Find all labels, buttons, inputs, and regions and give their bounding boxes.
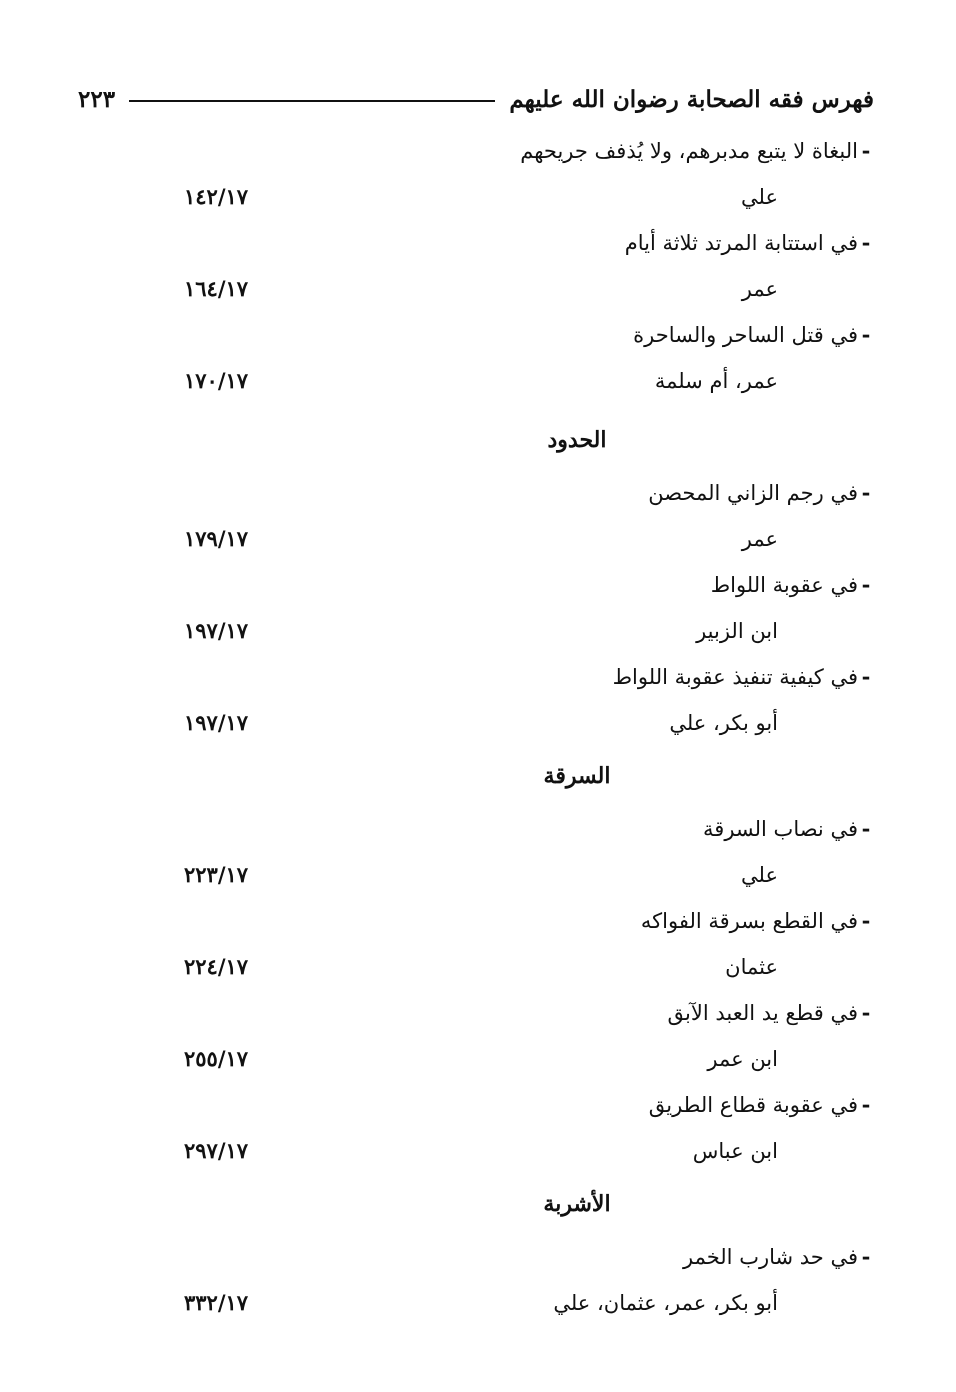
index-entry <box>184 266 874 312</box>
dot-leader <box>288 1036 689 1082</box>
companion-names: أبو بكر، عمر، عثمان، علي <box>553 1291 778 1315</box>
topic-dash: - <box>861 1092 871 1117</box>
section-heading: الأشربة <box>543 1191 611 1217</box>
topic-dash: - <box>861 908 871 933</box>
topic-heading <box>184 470 874 516</box>
companion-names: عثمان <box>725 955 778 979</box>
page-reference: ١٧٠/١٧ <box>184 368 249 393</box>
index-entry <box>184 1128 874 1174</box>
page-reference: ٢٢٤/١٧ <box>184 954 249 979</box>
header-title: فهرس فقه الصحابة رضوان الله عليهم <box>509 85 874 113</box>
topic-dash: - <box>861 664 871 689</box>
topic-title: في نصاب السرقة <box>703 817 858 841</box>
topic-title: في قطع يد العبد الآبق <box>667 1001 858 1025</box>
index-entry <box>184 174 874 220</box>
page-reference: ٢٥٥/١٧ <box>184 1046 249 1071</box>
dot-leader <box>288 1128 675 1174</box>
page-reference: ١٩٧/١٧ <box>184 618 249 643</box>
topic-title: في استتابة المرتد ثلاثة أيام <box>624 231 858 255</box>
topic-dash: - <box>861 1000 871 1025</box>
dot-leader <box>288 174 723 220</box>
topic-dash: - <box>861 322 871 347</box>
dot-leader <box>288 700 651 746</box>
topic-heading <box>184 312 874 358</box>
topic-heading <box>184 806 874 852</box>
index-entry <box>184 1280 874 1326</box>
companion-names: أبو بكر، علي <box>669 711 778 735</box>
dot-leader <box>288 266 724 312</box>
index-entry <box>184 700 874 746</box>
companion-names: عمر <box>741 527 778 551</box>
companion-names: ابن الزبير <box>696 619 778 643</box>
topic-dash: - <box>861 572 871 597</box>
dot-leader <box>288 852 723 898</box>
section-heading: السرقة <box>543 763 611 789</box>
topic-title: في حد شارب الخمر <box>683 1245 858 1269</box>
topic-dash: - <box>861 480 871 505</box>
page-number: ٢٢٣ <box>78 85 116 113</box>
index-entry <box>184 852 874 898</box>
dot-leader <box>288 608 678 654</box>
topic-heading <box>184 654 874 700</box>
dot-leader <box>288 944 707 990</box>
companion-names: ابن عمر <box>707 1047 778 1071</box>
companion-names: عمر، أم سلمة <box>654 369 778 393</box>
topic-heading <box>184 1082 874 1128</box>
companion-names: علي <box>741 185 778 209</box>
topic-title: في عقوبة قطاع الطريق <box>648 1093 858 1117</box>
topic-title: في عقوبة اللواط <box>710 573 858 597</box>
index-entry <box>184 608 874 654</box>
page-reference: ١٩٧/١٧ <box>184 710 249 735</box>
topic-title: في القطع بسرقة الفواكه <box>640 909 858 933</box>
index-entry <box>184 516 874 562</box>
header-rule <box>129 100 495 102</box>
topic-heading <box>184 1234 874 1280</box>
topic-dash: - <box>861 230 871 255</box>
companion-names: عمر <box>741 277 778 301</box>
page-reference: ١٦٤/١٧ <box>184 276 249 301</box>
index-entry <box>184 1036 874 1082</box>
topic-heading <box>184 898 874 944</box>
topic-title: في كيفية تنفيذ عقوبة اللواط <box>612 665 858 689</box>
running-header <box>78 78 874 120</box>
dot-leader <box>288 516 724 562</box>
topic-heading <box>184 220 874 266</box>
page-reference: ٢٩٧/١٧ <box>184 1138 249 1163</box>
topic-title: في قتل الساحر والساحرة <box>633 323 858 347</box>
page-reference: ١٤٢/١٧ <box>184 184 249 209</box>
topic-heading <box>184 562 874 608</box>
topic-dash: - <box>861 138 871 163</box>
topic-dash: - <box>861 1244 871 1269</box>
companion-names: علي <box>741 863 778 887</box>
index-entry <box>184 358 874 404</box>
section-heading: الحدود <box>547 427 607 453</box>
topic-dash: - <box>861 816 871 841</box>
page-reference: ١٧٩/١٧ <box>184 526 249 551</box>
page-reference: ٢٢٣/١٧ <box>184 862 249 887</box>
topic-title: في رجم الزاني المحصن <box>648 481 858 505</box>
companion-names: ابن عباس <box>692 1139 778 1163</box>
page-reference: ٣٣٢/١٧ <box>184 1290 249 1315</box>
topic-heading <box>184 990 874 1036</box>
topic-heading <box>184 128 874 174</box>
dot-leader <box>288 1280 535 1326</box>
index-content <box>184 128 874 1326</box>
dot-leader <box>288 358 637 404</box>
topic-title: البغاة لا يتبع مدبرهم، ولا يُذفف جريحهم <box>520 139 858 163</box>
index-entry <box>184 944 874 990</box>
